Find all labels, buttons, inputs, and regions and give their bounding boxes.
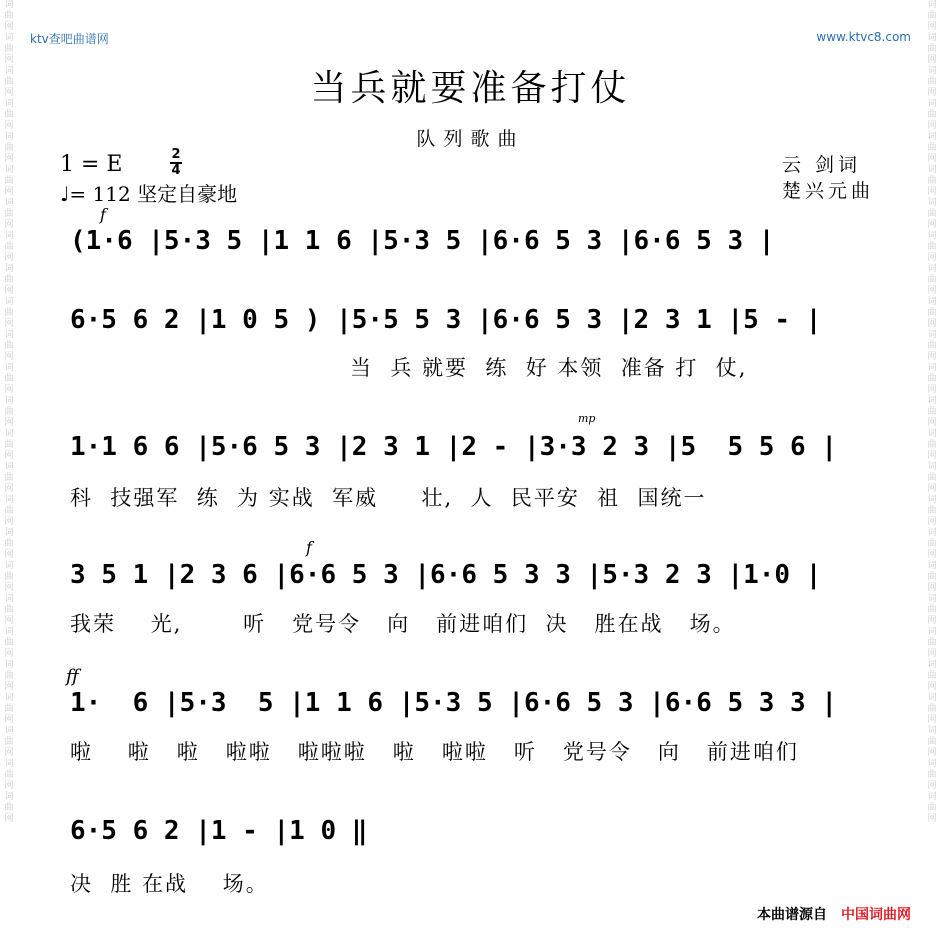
watermark-char: 曲 (4, 737, 14, 747)
watermark-char: 网 (4, 550, 14, 560)
watermark-char: 曲 (4, 176, 14, 186)
watermark-char: 词 (4, 330, 14, 340)
watermark-char: 网 (4, 220, 14, 230)
watermark-char: 词 (927, 627, 937, 637)
site-link-left[interactable]: ktv查吧曲谱网 (30, 32, 109, 46)
key-signature: 1 = E (60, 152, 123, 177)
watermark-char: 词 (4, 627, 14, 637)
watermark-char: 网 (4, 451, 14, 461)
notation-line-3: 1·1 6 6 |5·6 5 3 |2 3 1 |2 - |3·3 2 3 |5 5 5 6 | (70, 432, 838, 462)
watermark-char: 网 (927, 253, 937, 263)
watermark-char: 曲 (4, 308, 14, 318)
watermark-char: 曲 (4, 11, 14, 21)
watermark-char: 词 (927, 231, 937, 241)
watermark-char: 网 (4, 88, 14, 98)
watermark-char: 曲 (927, 803, 937, 813)
watermark-char: 网 (927, 154, 937, 164)
watermark-char: 词 (927, 264, 937, 274)
dynamic-f-1: f (100, 205, 106, 224)
time-signature-top: 2 (171, 147, 181, 162)
watermark-char: 网 (927, 22, 937, 32)
watermark-char: 网 (4, 781, 14, 791)
watermark-char: 词 (4, 660, 14, 670)
watermark-char: 词 (4, 132, 14, 142)
watermark-char: 词 (4, 726, 14, 736)
watermark-char: 曲 (927, 605, 937, 615)
watermark-char: 词 (927, 165, 937, 175)
watermark-char: 曲 (4, 275, 14, 285)
watermark-char: 网 (927, 55, 937, 65)
lyric-line-2: 当 兵 就要 练 好 本领 准备 打 仗, (350, 356, 748, 380)
watermark-char: 曲 (927, 440, 937, 450)
watermark-char: 曲 (4, 110, 14, 120)
watermark-char: 网 (927, 121, 937, 131)
watermark-char: 网 (4, 253, 14, 263)
watermark-char: 词 (4, 495, 14, 505)
watermark-char: 词 (4, 792, 14, 802)
watermark-char: 曲 (927, 638, 937, 648)
watermark-char: 网 (927, 88, 937, 98)
watermark-char: 词 (927, 330, 937, 340)
watermark-char: 曲 (927, 110, 937, 120)
watermark-char: 词 (927, 396, 937, 406)
watermark-char: 曲 (927, 737, 937, 747)
watermark-char: 网 (4, 286, 14, 296)
watermark-char: 曲 (4, 374, 14, 384)
watermark-char: 曲 (4, 407, 14, 417)
watermark-char: 网 (4, 814, 14, 824)
watermark-char: 词 (4, 165, 14, 175)
watermark-char: 词 (927, 495, 937, 505)
watermark-char: 网 (4, 649, 14, 659)
watermark-char: 网 (927, 451, 937, 461)
watermark-char: 词 (4, 561, 14, 571)
watermark-char: 网 (927, 220, 937, 230)
watermark-char: 词 (927, 693, 937, 703)
watermark-char: 词 (927, 726, 937, 736)
watermark-char: 曲 (927, 176, 937, 186)
watermark-char: 词 (4, 0, 14, 10)
time-signature-bottom: 4 (171, 163, 181, 178)
watermark-char: 词 (4, 231, 14, 241)
watermark-char: 网 (927, 352, 937, 362)
watermark-char: 词 (927, 132, 937, 142)
watermark-char: 曲 (4, 473, 14, 483)
watermark-char: 曲 (927, 341, 937, 351)
tempo-marking: ♩= 112 坚定自豪地 (60, 182, 238, 206)
song-title: 当兵就要准备打仗 (310, 68, 631, 109)
watermark-char: 网 (927, 550, 937, 560)
watermark-char: 网 (4, 682, 14, 692)
watermark-char: 词 (4, 429, 14, 439)
watermark-char: 曲 (927, 407, 937, 417)
dynamic-ff: ff (66, 666, 79, 687)
watermark-char: 曲 (927, 572, 937, 582)
lyric-line-6: 决 胜 在战 场。 (70, 872, 269, 896)
watermark-char: 曲 (4, 572, 14, 582)
dynamic-mp: mp (578, 412, 596, 425)
watermark-char: 网 (4, 748, 14, 758)
watermark-char: 曲 (927, 11, 937, 21)
watermark-char: 曲 (4, 770, 14, 780)
lyric-line-5: 啦 啦 啦 啦啦 啦啦啦 啦 啦啦 听 党号令 向 前进咱们 (70, 740, 799, 764)
watermark-char: 词 (927, 297, 937, 307)
watermark-char: 词 (4, 297, 14, 307)
watermark-char: 词 (927, 792, 937, 802)
watermark-char: 网 (927, 517, 937, 527)
watermark-char: 词 (927, 99, 937, 109)
composer-credit: 楚兴元曲 (782, 180, 875, 202)
watermark-char: 词 (4, 462, 14, 472)
footer-source-label: 本曲谱源自 (757, 907, 827, 923)
watermark-char: 网 (927, 484, 937, 494)
watermark-char: 曲 (4, 638, 14, 648)
watermark-char: 词 (927, 528, 937, 538)
watermark-char: 网 (927, 418, 937, 428)
watermark-char: 网 (927, 814, 937, 824)
watermark-char: 曲 (927, 275, 937, 285)
watermark-char: 曲 (927, 770, 937, 780)
watermark-char: 曲 (4, 704, 14, 714)
watermark-char: 词 (927, 66, 937, 76)
watermark-char: 网 (4, 55, 14, 65)
watermark-char: 网 (4, 484, 14, 494)
watermark-char: 词 (4, 264, 14, 274)
watermark-char: 网 (927, 715, 937, 725)
watermark-char: 曲 (4, 803, 14, 813)
watermark-char: 曲 (4, 440, 14, 450)
watermark-char: 网 (4, 22, 14, 32)
watermark-char: 曲 (927, 209, 937, 219)
watermark-char: 网 (4, 154, 14, 164)
watermark-char: 网 (927, 682, 937, 692)
watermark-char: 曲 (927, 77, 937, 87)
watermark-char: 曲 (927, 143, 937, 153)
watermark-char: 曲 (4, 209, 14, 219)
watermark-char: 词 (927, 0, 937, 10)
watermark-char: 词 (927, 462, 937, 472)
watermark-char: 网 (4, 319, 14, 329)
watermark-char: 词 (4, 198, 14, 208)
watermark-char: 网 (4, 385, 14, 395)
watermark-char: 网 (4, 616, 14, 626)
footer-source (757, 904, 911, 924)
watermark-char: 词 (927, 429, 937, 439)
watermark-char: 词 (4, 759, 14, 769)
watermark-char: 网 (4, 715, 14, 725)
watermark-char: 词 (927, 363, 937, 373)
watermark-char: 网 (927, 616, 937, 626)
watermark-char: 网 (927, 649, 937, 659)
watermark-char: 曲 (927, 44, 937, 54)
watermark-char: 词 (927, 561, 937, 571)
notation-line-6: 6·5 6 2 |1 - |1 0 ‖ (70, 816, 368, 846)
watermark-char: 曲 (4, 506, 14, 516)
watermark-char: 词 (927, 198, 937, 208)
watermark-char: 曲 (4, 539, 14, 549)
watermark-char: 网 (4, 517, 14, 527)
watermark-char: 曲 (4, 143, 14, 153)
lyric-line-4: 我荣 光, 听 党号令 向 前进咱们 决 胜在战 场。 (70, 612, 736, 636)
watermark-char: 网 (4, 352, 14, 362)
watermark-char: 词 (4, 66, 14, 76)
watermark-char: 曲 (927, 473, 937, 483)
watermark-char: 网 (4, 418, 14, 428)
watermark-char: 词 (927, 759, 937, 769)
watermark-char: 曲 (927, 308, 937, 318)
watermark-char: 网 (4, 187, 14, 197)
watermark-char: 词 (4, 99, 14, 109)
watermark-char: 词 (927, 660, 937, 670)
watermark-char: 网 (927, 748, 937, 758)
lyricist-credit: 云 剑词 (782, 154, 862, 176)
dynamic-f-2: f (306, 538, 312, 557)
watermark-char: 网 (927, 385, 937, 395)
site-link-right[interactable]: www.ktvc8.com (816, 30, 911, 44)
footer-source-link[interactable]: 中国词曲网 (841, 907, 911, 923)
watermark-char: 曲 (927, 539, 937, 549)
watermark-char: 词 (4, 396, 14, 406)
watermark-char: 词 (927, 594, 937, 604)
watermark-char: 网 (927, 187, 937, 197)
watermark-char: 曲 (4, 671, 14, 681)
watermark-char: 曲 (4, 242, 14, 252)
watermark-char: 网 (927, 583, 937, 593)
watermark-char: 词 (4, 33, 14, 43)
song-subtitle: 队列歌曲 (416, 128, 525, 150)
notation-line-1: (1·6 |5·3 5 |1 1 6 |5·3 5 |6·6 5 3 |6·6 5 3 | (70, 226, 775, 256)
notation-line-4: 3 5 1 |2 3 6 |6·6 5 3 |6·6 5 3 3 |5·3 2 3 |1·0 | (70, 560, 822, 590)
watermark-char: 网 (927, 319, 937, 329)
watermark-char: 曲 (927, 242, 937, 252)
watermark-char: 词 (4, 693, 14, 703)
watermark-char: 曲 (927, 704, 937, 714)
watermark-char: 曲 (4, 341, 14, 351)
watermark-char: 网 (927, 781, 937, 791)
notation-line-5: 1· 6 |5·3 5 |1 1 6 |5·3 5 |6·6 5 3 |6·6 5 3 3 | (70, 688, 838, 718)
watermark-char: 网 (4, 583, 14, 593)
notation-line-2: 6·5 6 2 |1 0 5 ) |5·5 5 3 |6·6 5 3 |2 3 1 |5 - | (70, 305, 822, 335)
watermark-char: 词 (927, 33, 937, 43)
watermark-char: 词 (4, 594, 14, 604)
watermark-char: 曲 (4, 77, 14, 87)
watermark-char: 曲 (927, 374, 937, 384)
watermark-char: 网 (4, 121, 14, 131)
watermark-char: 网 (927, 286, 937, 296)
watermark-char: 词 (4, 363, 14, 373)
watermark-char: 曲 (4, 44, 14, 54)
watermark-char: 曲 (927, 506, 937, 516)
watermark-char: 曲 (927, 671, 937, 681)
watermark-char: 曲 (4, 605, 14, 615)
watermark-char: 词 (4, 528, 14, 538)
lyric-line-3: 科 技强军 练 为 实战 军威 壮, 人 民平安 祖 国统一 (70, 486, 707, 510)
